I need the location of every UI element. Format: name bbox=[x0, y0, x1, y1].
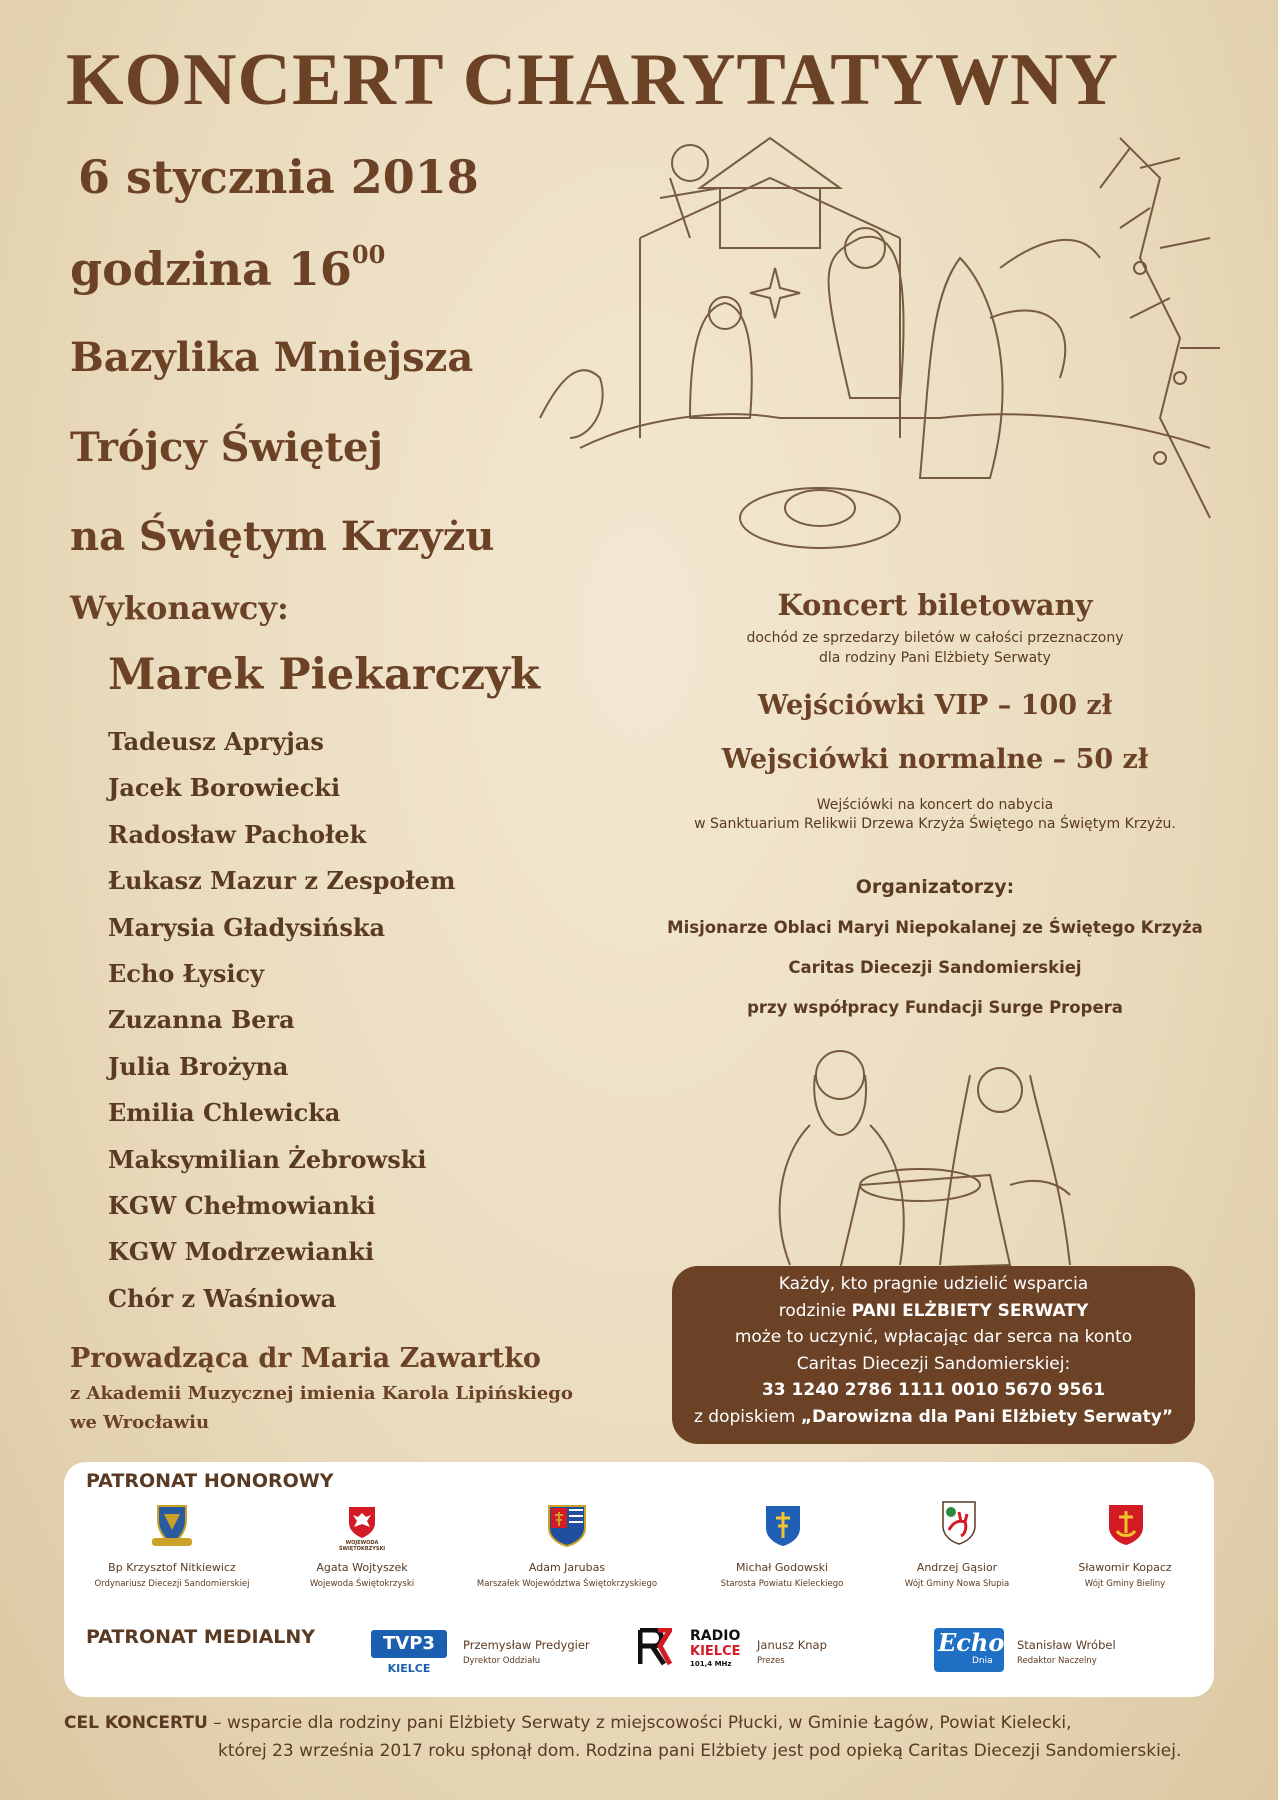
ticket-vip-price: Wejściówki VIP – 100 zł bbox=[757, 690, 1113, 721]
performer-item: Tadeusz Apryjas bbox=[108, 727, 324, 756]
organizer-item: przy współpracy Fundacji Surge Propera bbox=[747, 998, 1123, 1017]
concert-goal-label: CEL KONCERTU bbox=[64, 1713, 208, 1733]
organizer-item: Caritas Diecezji Sandomierskiej bbox=[788, 958, 1082, 977]
host-detail-2: we Wrocławiu bbox=[70, 1412, 210, 1433]
patron-name: Andrzej Gąsior bbox=[916, 1561, 998, 1574]
patron-name: Michał Godowski bbox=[735, 1561, 829, 1574]
patron-role: Wójt Gminy Bieliny bbox=[1084, 1579, 1166, 1589]
donation-line-6 bbox=[672, 1404, 1195, 1431]
event-time-minutes: 00 bbox=[351, 240, 386, 269]
donation-line-3: może to uczynić, wpłacając dar serca na konto bbox=[734, 1327, 1133, 1347]
radio-logo-sub: KIELCE bbox=[690, 1644, 741, 1659]
donation-line-1: Każdy, kto pragnie udzielić wsparcia bbox=[778, 1274, 1089, 1294]
donation-line-2-prefix: rodzinie bbox=[778, 1300, 852, 1321]
donation-line-2 bbox=[672, 1298, 1195, 1325]
performer-item: Jacek Borowiecki bbox=[108, 773, 341, 803]
tvp3-logo: TVP3 bbox=[371, 1630, 447, 1658]
donation-note-title: „Darowizna dla Pani Elżbiety Serwaty” bbox=[800, 1406, 1174, 1427]
patron-role: Marszałek Województwa Świętokrzyskiego bbox=[476, 1579, 658, 1589]
polish-eagle-icon bbox=[347, 1505, 377, 1539]
holy-family-illustration bbox=[770, 1035, 1110, 1270]
voivode-logo-caption: WOJEWODA ŚWIĘTOKRZYSKI bbox=[338, 1540, 386, 1552]
event-time bbox=[70, 240, 385, 296]
patron-name: Bp Krzysztof Nitkiewicz bbox=[108, 1561, 236, 1574]
poster-title: KONCERT CHARYTATYWNY bbox=[66, 39, 1119, 121]
venue-line-3: na Świętym Krzyżu bbox=[70, 513, 495, 560]
radio-logo-text: RADIO bbox=[690, 1628, 741, 1644]
media-contact-role: Redaktor Naczelny bbox=[1017, 1656, 1097, 1666]
bank-account-number: 33 1240 2786 1111 0010 5670 9561 bbox=[761, 1380, 1106, 1400]
donation-family-name: PANI ELŻBIETY SERWATY bbox=[851, 1300, 1089, 1321]
performer-item: Echo Łysicy bbox=[108, 958, 265, 988]
cross-shield-icon bbox=[1107, 1503, 1145, 1547]
patron-name: Adam Jarubas bbox=[528, 1561, 606, 1574]
media-contact-name: Przemysław Predygier bbox=[463, 1638, 590, 1652]
performer-item: Zuzanna Bera bbox=[108, 1005, 295, 1035]
radio-kielce-icon bbox=[638, 1628, 672, 1666]
ticket-normal-price: Wejsciówki normalne – 50 zł bbox=[721, 744, 1149, 775]
media-contact-name: Janusz Knap bbox=[757, 1638, 827, 1652]
patron-role: Wojewoda Świętokrzyski bbox=[309, 1579, 415, 1589]
honorary-patronage-heading: PATRONAT HONOROWY bbox=[86, 1470, 334, 1492]
nativity-illustration bbox=[520, 118, 1230, 608]
tickets-note-1: dochód ze sprzedarzy biletów w całości przeznaczony bbox=[746, 630, 1124, 646]
media-contact-name: Stanisław Wróbel bbox=[1017, 1638, 1116, 1652]
event-date: 6 stycznia 2018 bbox=[78, 150, 479, 204]
concert-goal-line-2: której 23 września 2017 roku spłonął dom. Rodzina pani Elżbiety jest pod opieką Caritas Diecezji Sandomierskiej. bbox=[218, 1741, 1182, 1761]
radio-logo-frequency: 101,4 MHz bbox=[690, 1660, 732, 1668]
organizer-item: Misjonarze Oblaci Maryi Niepokalanej ze Świętego Krzyża bbox=[667, 918, 1203, 937]
concert-goal-text-1: – wsparcie dla rodziny pani Elżbiety Serwaty z miejscowości Płucki, w Gminie Łagów, Powiat Kielecki, bbox=[207, 1713, 1072, 1733]
media-contact-role: Dyrektor Oddziału bbox=[463, 1656, 541, 1666]
performer-item: Radosław Pachołek bbox=[108, 819, 367, 849]
patron-name: Agata Wojtyszek bbox=[316, 1561, 408, 1574]
star-performer: Marek Piekarczyk bbox=[108, 650, 540, 700]
voivodeship-shield-icon bbox=[547, 1504, 587, 1548]
donation-note-prefix: z dopiskiem bbox=[693, 1406, 801, 1427]
donation-line-4: Caritas Diecezji Sandomierskiej: bbox=[796, 1353, 1071, 1374]
performer-item: Emilia Chlewicka bbox=[108, 1098, 341, 1128]
tickets-where-1: Wejściówki na koncert do nabycia bbox=[816, 797, 1054, 813]
patron-role: Starosta Powiatu Kieleckiego bbox=[720, 1579, 844, 1589]
venue-line-1: Bazylika Mniejsza bbox=[70, 334, 474, 381]
performer-item: Julia Brożyna bbox=[108, 1051, 289, 1081]
echo-logo-text: Echo bbox=[938, 1628, 1005, 1657]
performer-item: Łukasz Mazur z Zespołem bbox=[108, 866, 456, 896]
tickets-note-2: dla rodziny Pani Elżbiety Serwaty bbox=[819, 650, 1051, 666]
patron-name: Sławomir Kopacz bbox=[1078, 1561, 1172, 1574]
performer-item: KGW Chełmowianki bbox=[108, 1190, 376, 1220]
tvp3-logo-sub: KIELCE bbox=[387, 1662, 431, 1675]
host-name: Prowadząca dr Maria Zawartko bbox=[70, 1343, 541, 1374]
tickets-heading: Koncert biletowany bbox=[777, 588, 1093, 622]
event-time-text: godzina 16 bbox=[70, 242, 352, 296]
concert-goal-line-1 bbox=[64, 1713, 1072, 1733]
echo-logo-sub: Dnia bbox=[972, 1656, 993, 1666]
media-contact-role: Prezes bbox=[757, 1656, 785, 1666]
performer-item: Marysia Gładysińska bbox=[108, 912, 386, 942]
tickets-where-2: w Sanktuarium Relikwii Drzewa Krzyża Świętego na Świętym Krzyżu. bbox=[694, 816, 1176, 832]
county-shield-icon bbox=[764, 1504, 802, 1548]
patron-role: Ordynariusz Diecezji Sandomierskiej bbox=[94, 1579, 250, 1589]
performer-item: Chór z Waśniowa bbox=[108, 1283, 337, 1313]
venue-line-2: Trójcy Świętej bbox=[70, 424, 383, 471]
bishop-coat-of-arms-icon bbox=[150, 1500, 194, 1548]
performer-item: Maksymilian Żebrowski bbox=[108, 1144, 427, 1174]
media-patronage-heading: PATRONAT MEDIALNY bbox=[86, 1626, 316, 1648]
performer-item: KGW Modrzewianki bbox=[108, 1237, 375, 1267]
donation-box bbox=[672, 1266, 1195, 1444]
performers-heading: Wykonawcy: bbox=[70, 589, 289, 627]
organizers-heading: Organizatorzy: bbox=[855, 876, 1015, 898]
performers-list bbox=[108, 726, 455, 1329]
deer-shield-icon bbox=[941, 1500, 977, 1546]
host-detail-1: z Akademii Muzycznej imienia Karola Lipińskiego bbox=[70, 1383, 573, 1404]
patron-role: Wójt Gminy Nowa Słupia bbox=[904, 1579, 1010, 1589]
